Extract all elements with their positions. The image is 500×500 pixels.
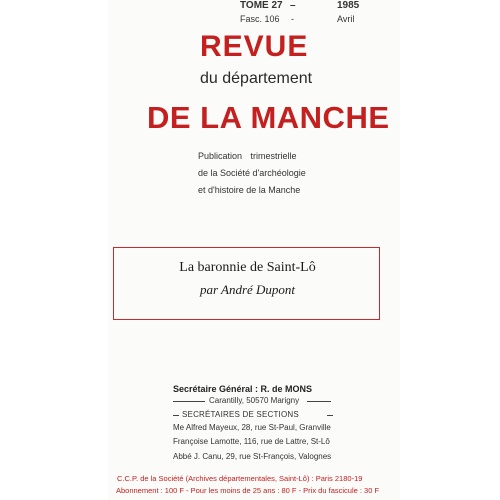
masthead-revue: REVUE bbox=[200, 30, 309, 63]
abonnement-line: Abonnement : 100 F - Pour les moins de 25 ans : 80 F - Prix du fascicule : 30 F bbox=[116, 486, 380, 495]
header-dash-top: – bbox=[290, 0, 296, 11]
publication-line-2: de la Société d'archéologie bbox=[198, 168, 306, 178]
masthead-du-departement: du département bbox=[200, 70, 313, 87]
article-title: La baronnie de Saint-Lô bbox=[179, 260, 316, 275]
rule-sections-left bbox=[173, 415, 179, 416]
publication-line-3: et d'histoire de la Manche bbox=[198, 185, 301, 195]
publication-line-1: Publication trimestrielle bbox=[198, 151, 297, 161]
article-frame bbox=[113, 247, 380, 320]
section-address: Françoise Lamotte, 116, rue de Lattre, St-Lô bbox=[173, 437, 330, 446]
sections-heading: SECRÉTAIRES DE SECTIONS bbox=[182, 410, 299, 419]
secretaire-general-address: Carantilly, 50570 Marigny bbox=[209, 396, 300, 405]
rule-right bbox=[307, 401, 331, 402]
article-author: par André Dupont bbox=[199, 282, 296, 297]
fascicule-number: Fasc. 106 bbox=[240, 14, 280, 24]
secretaire-general: Secrétaire Général : R. de MONS bbox=[173, 384, 313, 394]
rule-sections-right bbox=[327, 415, 333, 416]
section-address: Abbé J. Canu, 29, rue St-François, Valognes bbox=[173, 452, 332, 461]
month: Avril bbox=[337, 14, 355, 24]
masthead-de-la-manche: DE LA MANCHE bbox=[147, 100, 390, 135]
section-address: Me Alfred Mayeux, 28, rue St-Paul, Granville bbox=[173, 423, 331, 432]
rule-left bbox=[173, 401, 205, 402]
year: 1985 bbox=[337, 0, 360, 11]
header-dash-bottom: - bbox=[291, 14, 294, 24]
ccp-line: C.C.P. de la Société (Archives départementales, Saint-Lô) : Paris 2180-19 bbox=[117, 474, 363, 483]
tome-number: TOME 27 bbox=[240, 0, 283, 11]
